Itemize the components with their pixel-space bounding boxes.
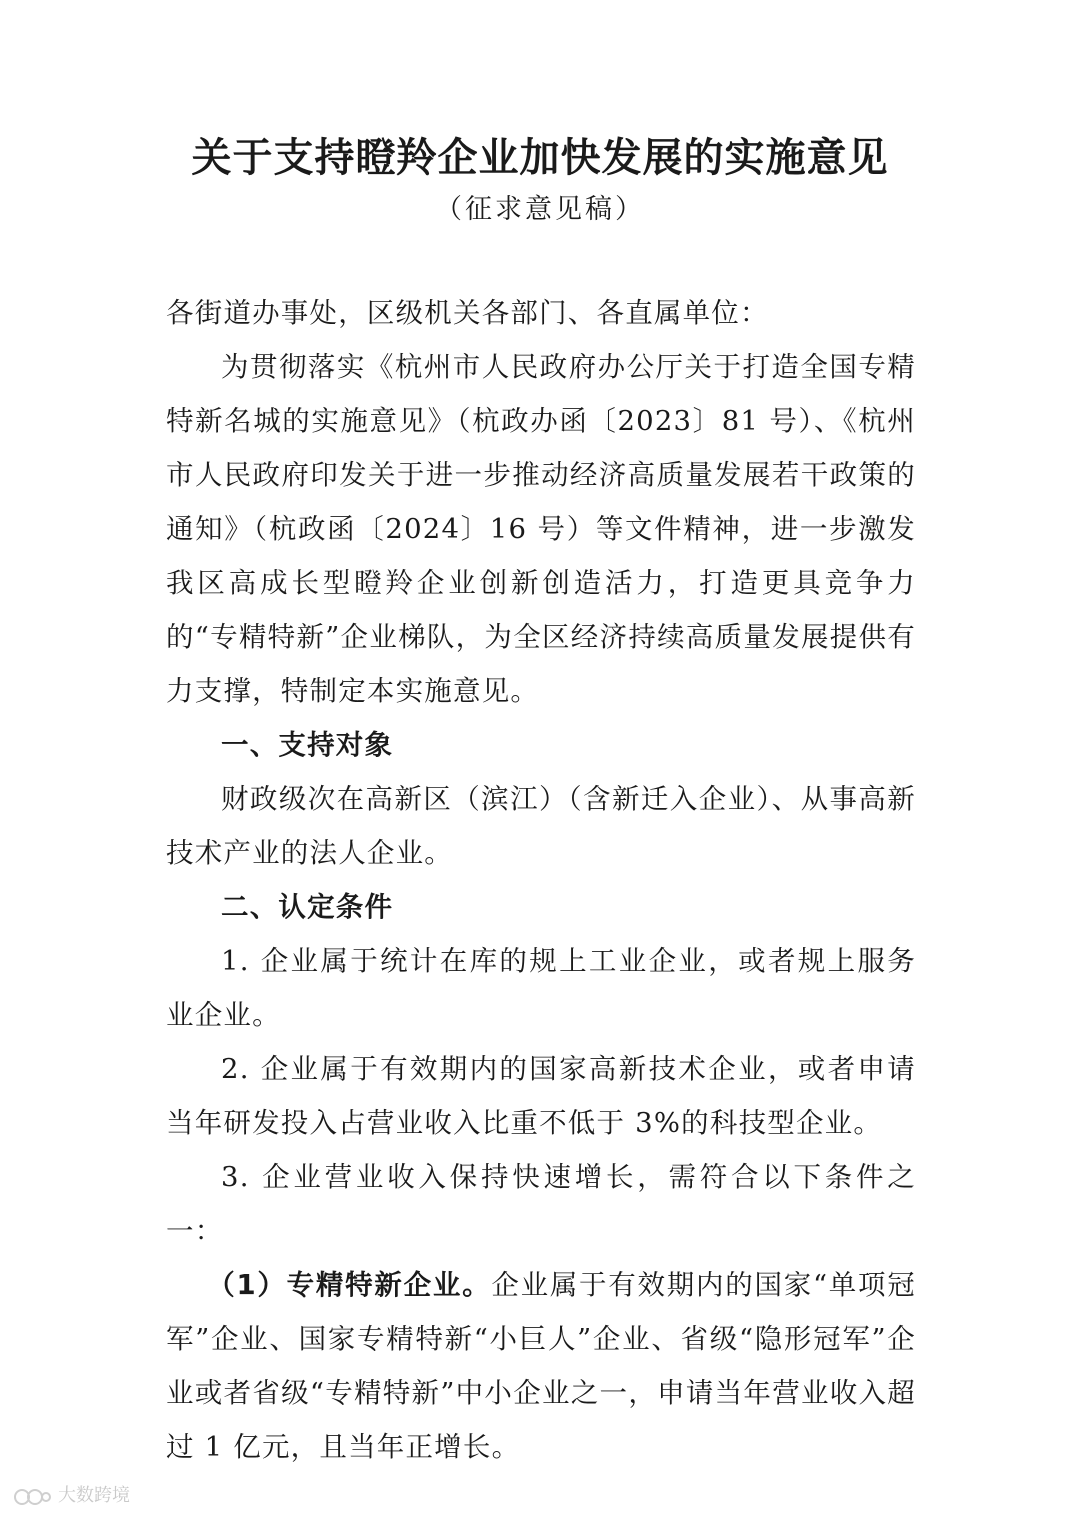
watermark-logo-icon [12, 1485, 52, 1507]
document-title: 关于支持瞪羚企业加快发展的实施意见 [191, 135, 889, 181]
document-subtitle: （征求意见稿） [435, 194, 645, 225]
sub-item-label: （1）专精特新企业。 [207, 1269, 492, 1301]
sub-item-text: 企业属于有效期内的国家“单项冠军”企业、国家专精特新“小巨人”企业、省级“隐形冠军”企业或者省级“专精特新”中小企业之一，申请当年营业收入超过 1 亿元，且当年正增长。 [166, 1269, 916, 1463]
sub-item-1 [166, 1258, 916, 1474]
section-heading-support-target: 一、支持对象 [221, 729, 394, 761]
addressee-line: 各街道办事处，区级机关各部门、各直属单位： [166, 297, 769, 329]
criteria-item-3: 3. 企业营业收入保持快速增长，需符合以下条件之一： [166, 1161, 916, 1247]
section-paragraph: 财政级次在高新区（滨江）（含新迁入企业）、从事高新技术产业的法人企业。 [166, 783, 916, 869]
watermark-text: 大数跨境 [58, 1485, 130, 1506]
document-body [166, 286, 916, 1474]
criteria-item-1: 1. 企业属于统计在库的规上工业企业，或者规上服务业企业。 [166, 945, 916, 1031]
section-heading-criteria: 二、认定条件 [221, 891, 394, 923]
criteria-item-2: 2. 企业属于有效期内的国家高新技术企业，或者申请当年研发投入占营业收入比重不低于 3%的科技型企业。 [166, 1053, 916, 1139]
watermark [12, 1484, 130, 1508]
intro-paragraph: 为贯彻落实《杭州市人民政府办公厅关于打造全国专精特新名城的实施意见》（杭政办函〔2023〕81 号）、《杭州市人民政府印发关于进一步推动经济高质量发展若干政策的通知》（杭政函〔2024〕16 号）等文件精神，进一步激发我区高成长型瞪羚企业创新创造活力，打造更具竞争力的“专精特新”企业梯队，为全区经济持续高质量发展提供有力支撑，特制定本实施意见。 [166, 351, 916, 707]
